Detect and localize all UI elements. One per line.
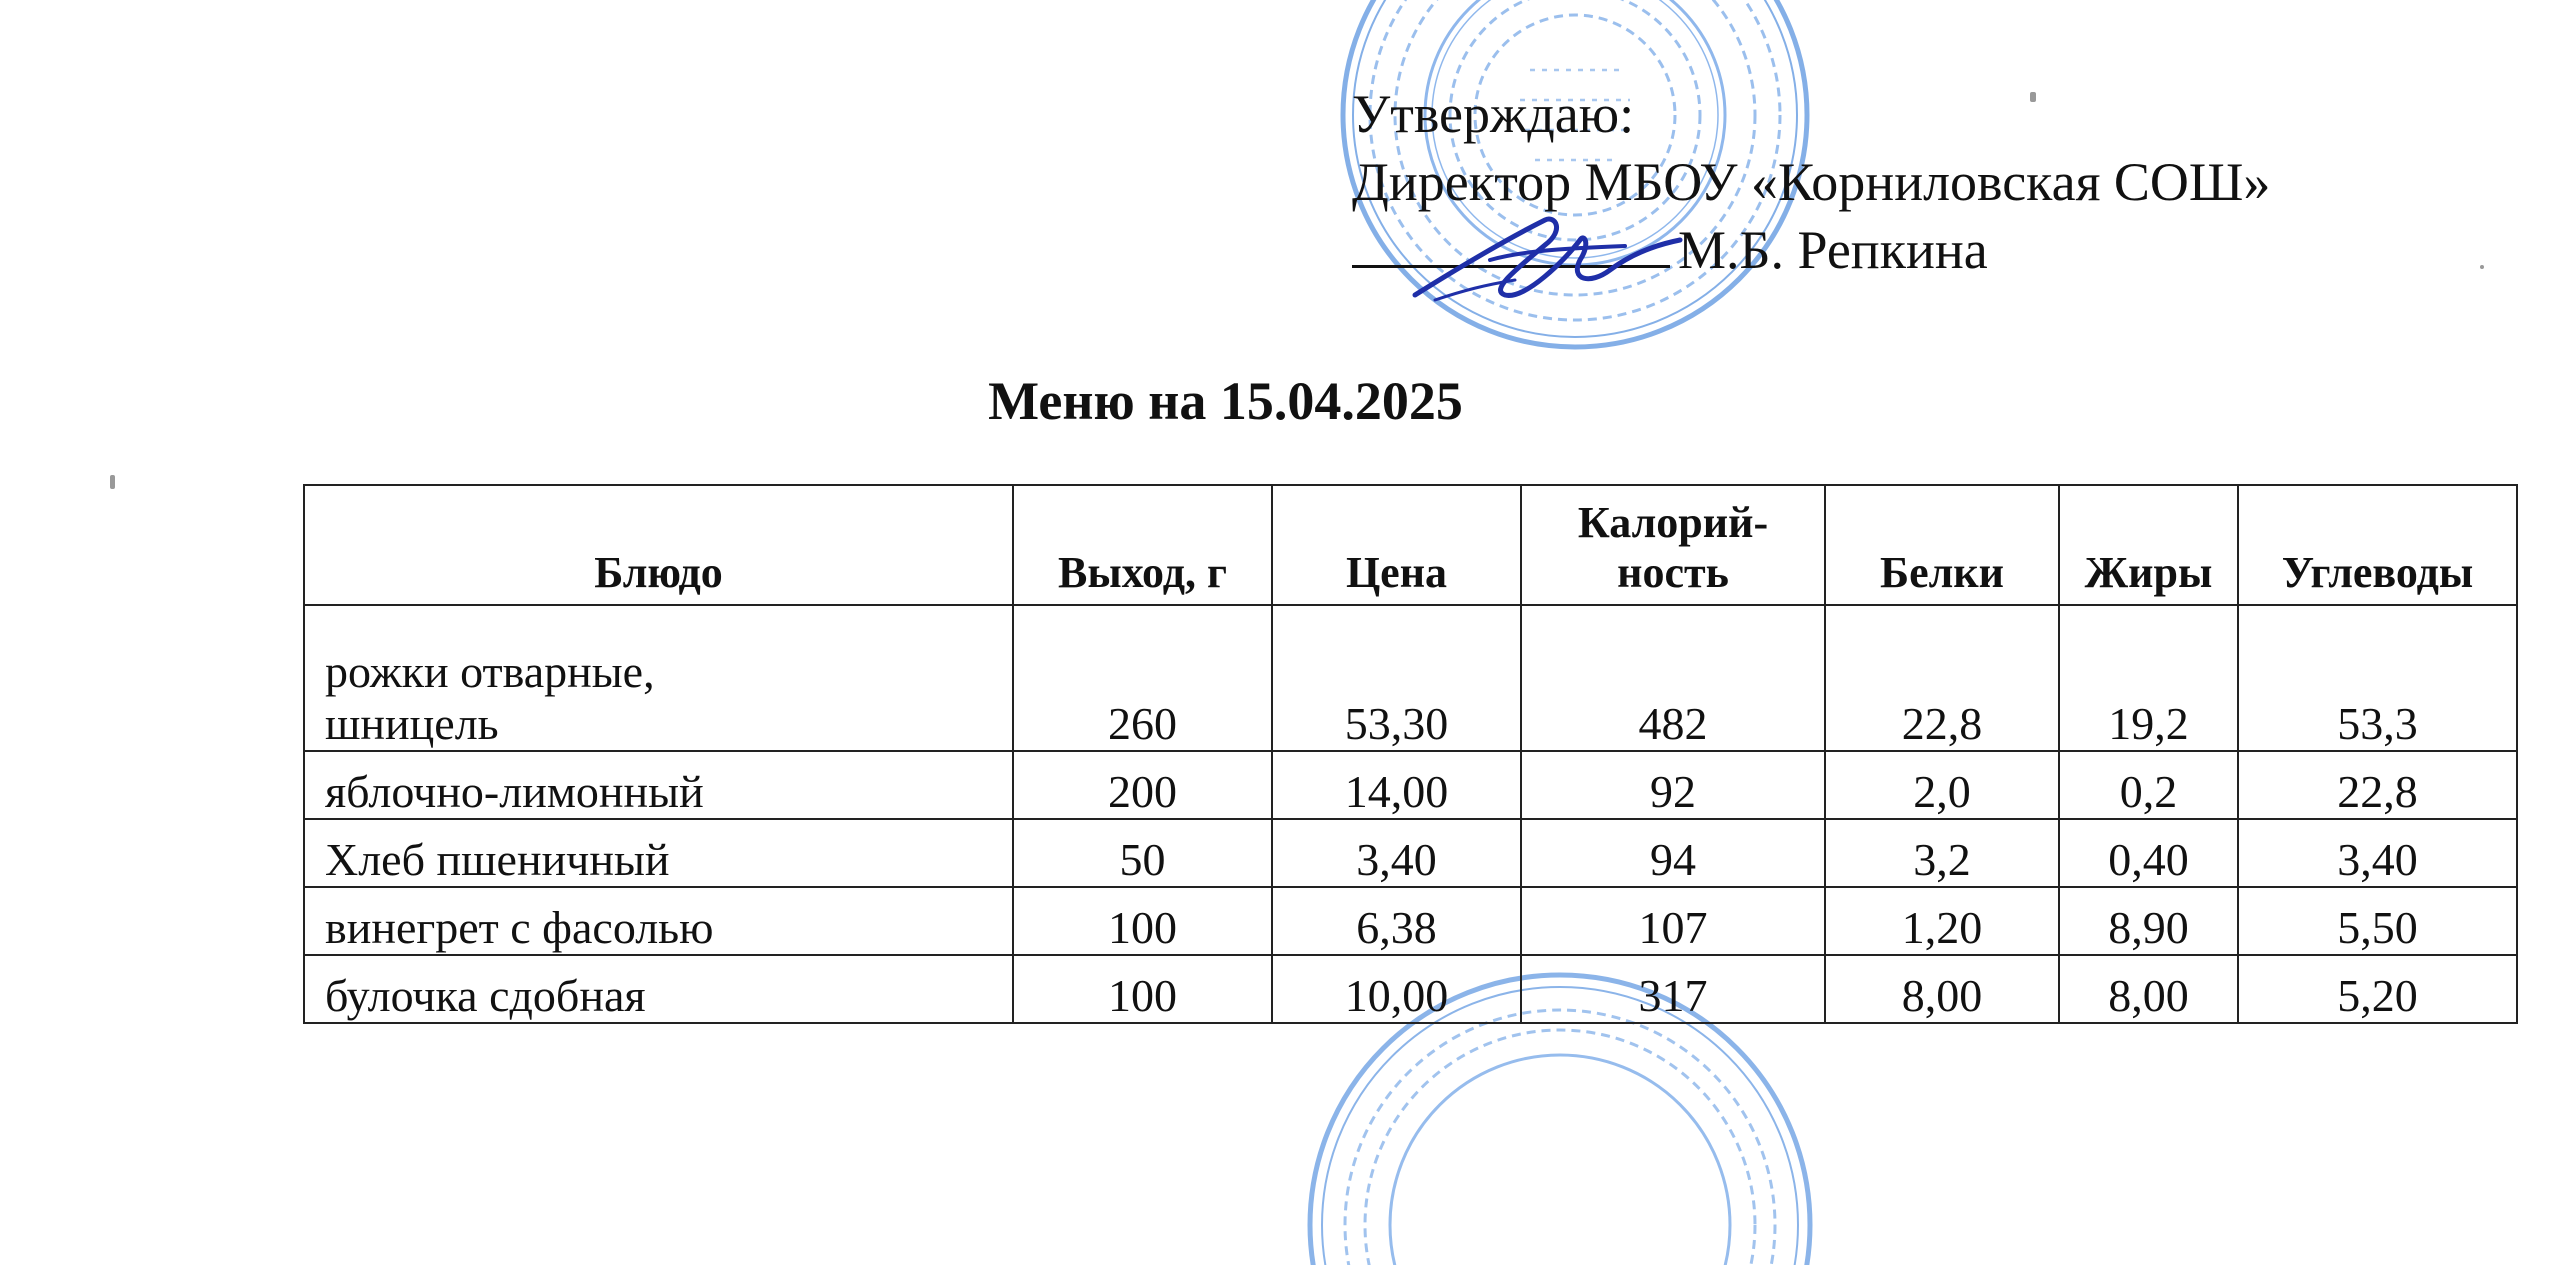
cell-calories: 107 xyxy=(1521,887,1825,955)
table-row xyxy=(304,887,2517,955)
cell-carbs: 5,50 xyxy=(2238,887,2517,955)
cell-fats: 19,2 xyxy=(2059,605,2238,751)
column-header-calories: Калорий- ность xyxy=(1521,485,1825,605)
cell-fats: 8,90 xyxy=(2059,887,2238,955)
cell-proteins: 3,2 xyxy=(1825,819,2059,887)
column-header-output: Выход, г xyxy=(1013,485,1272,605)
menu-title: Меню на 15.04.2025 xyxy=(988,371,1463,431)
cell-output: 100 xyxy=(1013,955,1272,1023)
cell-dish: Хлеб пшеничный xyxy=(304,819,1013,887)
column-header-proteins: Белки xyxy=(1825,485,2059,605)
cell-dish: булочка сдобная xyxy=(304,955,1013,1023)
cell-output: 100 xyxy=(1013,887,1272,955)
menu-table xyxy=(303,484,2518,1024)
cell-proteins: 2,0 xyxy=(1825,751,2059,819)
cell-price: 14,00 xyxy=(1272,751,1521,819)
cell-calories: 317 xyxy=(1521,955,1825,1023)
cell-price: 6,38 xyxy=(1272,887,1521,955)
cell-output: 260 xyxy=(1013,605,1272,751)
scan-speck xyxy=(110,475,115,489)
cell-fats: 0,2 xyxy=(2059,751,2238,819)
cell-price: 10,00 xyxy=(1272,955,1521,1023)
column-header-carbs: Углеводы xyxy=(2238,485,2517,605)
cell-carbs: 22,8 xyxy=(2238,751,2517,819)
cell-proteins: 8,00 xyxy=(1825,955,2059,1023)
cell-calories: 94 xyxy=(1521,819,1825,887)
cell-dish: винегрет с фасолью xyxy=(304,887,1013,955)
cell-output: 200 xyxy=(1013,751,1272,819)
cell-calories: 482 xyxy=(1521,605,1825,751)
cell-proteins: 22,8 xyxy=(1825,605,2059,751)
cell-proteins: 1,20 xyxy=(1825,887,2059,955)
scan-speck xyxy=(2030,92,2036,102)
column-header-price: Цена xyxy=(1272,485,1521,605)
cell-price: 53,30 xyxy=(1272,605,1521,751)
approval-heading: Утверждаю: xyxy=(1352,84,1635,144)
cell-calories: 92 xyxy=(1521,751,1825,819)
table-row xyxy=(304,605,2517,751)
cell-dish: яблочно-лимонный xyxy=(304,751,1013,819)
approval-position: Директор МБОУ «Корниловская СОШ» xyxy=(1352,152,2271,212)
cell-carbs: 53,3 xyxy=(2238,605,2517,751)
table-header-row xyxy=(304,485,2517,605)
cell-output: 50 xyxy=(1013,819,1272,887)
table-row xyxy=(304,955,2517,1023)
approval-name: М.Б. Репкина xyxy=(1678,220,1988,280)
column-header-dish: Блюдо xyxy=(304,485,1013,605)
cell-fats: 0,40 xyxy=(2059,819,2238,887)
scan-speck xyxy=(2480,265,2484,269)
column-header-fats: Жиры xyxy=(2059,485,2238,605)
cell-price: 3,40 xyxy=(1272,819,1521,887)
table-row xyxy=(304,751,2517,819)
cell-fats: 8,00 xyxy=(2059,955,2238,1023)
cell-carbs: 5,20 xyxy=(2238,955,2517,1023)
table-row xyxy=(304,819,2517,887)
handwritten-signature xyxy=(1395,200,1695,320)
cell-carbs: 3,40 xyxy=(2238,819,2517,887)
cell-dish: рожки отварные, шницель xyxy=(304,605,1013,751)
